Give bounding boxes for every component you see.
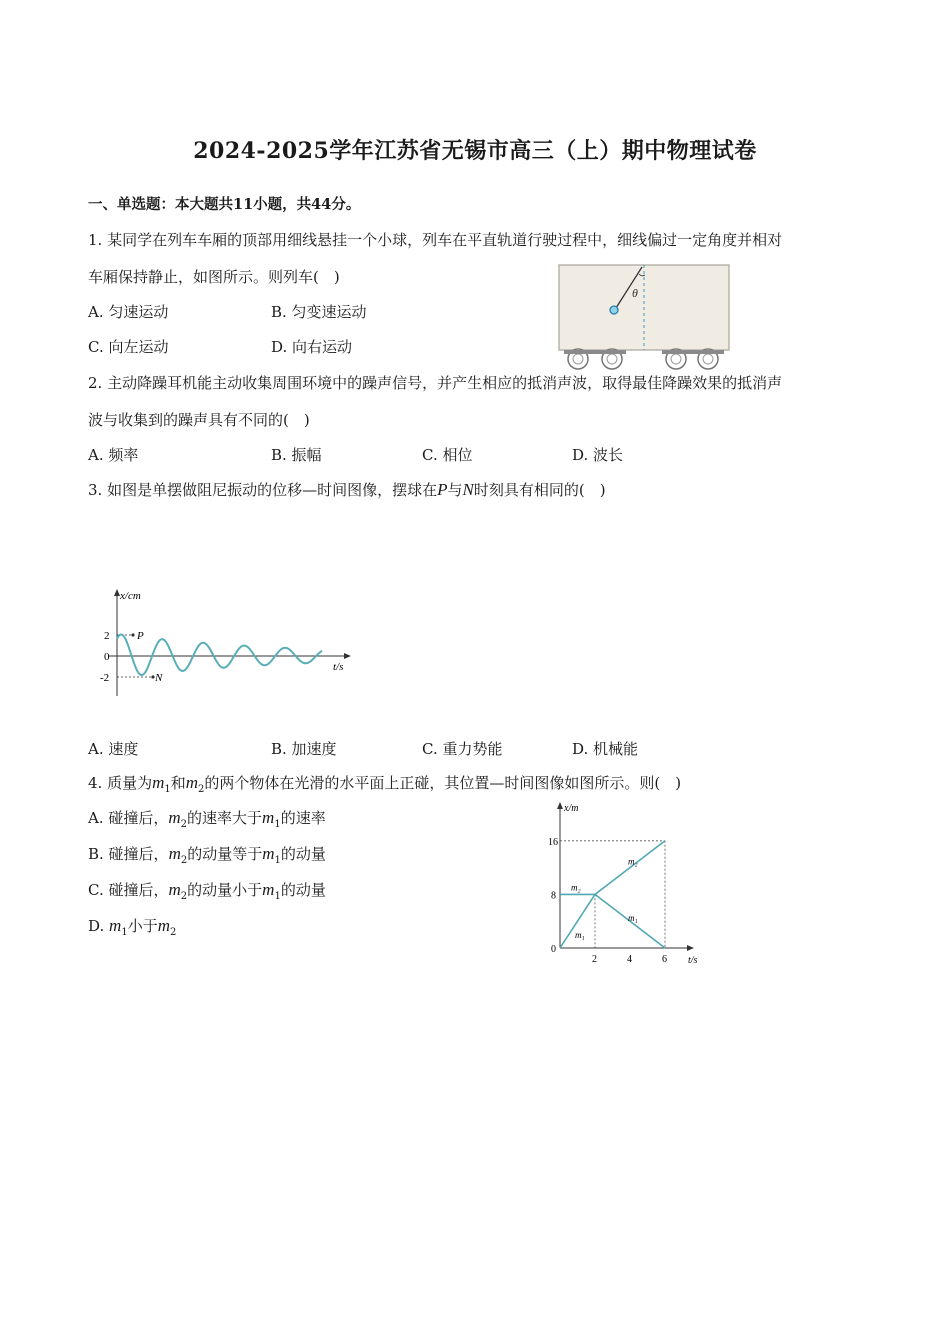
label-m1-before: m₁ xyxy=(575,929,585,940)
x-axis-label: t/s xyxy=(333,661,344,673)
q4-option-d[interactable] xyxy=(88,915,176,938)
q1-option-b[interactable]: B. 匀变速运动 xyxy=(271,303,367,321)
q2-option-d[interactable]: D. 波长 xyxy=(572,446,624,464)
q4d-var1: m xyxy=(109,916,122,935)
front-bogie xyxy=(564,350,626,354)
x-tick-2: 2 xyxy=(592,954,597,964)
y-tick-8: 8 xyxy=(551,890,556,902)
x-tick-6: 6 xyxy=(662,954,667,964)
q4a-var2: m xyxy=(262,808,275,827)
series-m1-line xyxy=(560,894,665,948)
q4c-var2: m xyxy=(262,880,275,899)
q4-option-c[interactable] xyxy=(88,879,326,902)
pendulum-ball xyxy=(610,306,618,314)
q4d-var2: m xyxy=(157,916,170,935)
q2-option-c[interactable]: C. 相位 xyxy=(422,446,473,464)
q4a-post: 的速率 xyxy=(280,809,326,827)
q1-option-a[interactable]: A. 匀速运动 xyxy=(88,303,169,321)
q4b-var1: m xyxy=(168,844,181,863)
q3-stem-suffix: 时刻具有相同的( ) xyxy=(473,481,606,499)
q4-stem xyxy=(88,772,681,795)
q4a-sub1: 2 xyxy=(180,819,188,830)
y-tick-16: 16 xyxy=(548,836,558,848)
q1-option-c[interactable]: C. 向左运动 xyxy=(88,338,169,356)
point-p xyxy=(131,633,134,636)
page-title: 2024-2025学年江苏省无锡市高三（上）期中物理试卷 xyxy=(193,138,757,164)
q2-stem-line1: 2. 主动降躁耳机能主动收集周围环境中的躁声信号，并产生相应的抵消声波，取得最佳降躁效果的抵消声 xyxy=(88,374,783,392)
label-p: P xyxy=(137,630,144,642)
q3-stem xyxy=(88,479,606,500)
q1-stem-line1: 1. 某同学在列车车厢的顶部用细线悬挂一个小球，列车在平直轨道行驶过程中，细线偏过一定角度并相对 xyxy=(88,231,783,249)
x-axis-arrow xyxy=(344,653,351,659)
x-axis-label: t/s xyxy=(688,955,698,964)
q1-stem-line2: 车厢保持静止，如图所示。则列车( ) xyxy=(88,268,340,286)
q4c-pre: C. 碰撞后， xyxy=(88,881,169,899)
q4c-mid: 的动量小于 xyxy=(187,881,263,899)
q3-stem-prefix: 3. 如图是单摆做阻尼振动的位移—时间图像，摆球在 xyxy=(88,481,438,499)
damped-wave-curve xyxy=(117,635,322,676)
q2-option-b[interactable]: B. 振幅 xyxy=(271,446,322,464)
q4-m1: m xyxy=(152,773,165,792)
y-tick-0: 0 xyxy=(104,651,110,663)
q4-m2: m xyxy=(185,773,199,792)
q4a-var1: m xyxy=(168,808,181,827)
y-tick-neg2: -2 xyxy=(100,672,110,684)
q1-train-figure xyxy=(556,262,734,374)
x-axis-arrow xyxy=(687,945,694,951)
q3-option-d[interactable]: D. 机械能 xyxy=(572,740,639,758)
q3-stem-mid: 与 xyxy=(447,481,463,499)
y-tick-2: 2 xyxy=(104,630,110,642)
q4d-sub2: 2 xyxy=(169,927,177,938)
y-axis-arrow xyxy=(557,802,563,809)
q4c-var1: m xyxy=(168,880,181,899)
q4-m1-sub: 1 xyxy=(164,784,171,795)
q4-stem-prefix: 4. 质量为 xyxy=(88,774,153,792)
q4a-sub2: 1 xyxy=(274,819,281,830)
q4-option-a[interactable] xyxy=(88,807,326,830)
q4b-mid: 的动量等于 xyxy=(187,845,263,863)
q4a-mid: 的速率大于 xyxy=(187,809,263,827)
q4b-pre: B. 碰撞后， xyxy=(88,845,169,863)
q4a-pre: A. 碰撞后， xyxy=(88,809,169,827)
q4-position-time-chart xyxy=(538,800,714,964)
section-heading: 一、单选题：本大题共11小题，共44分。 xyxy=(88,196,361,213)
y-axis-label: x/m xyxy=(564,803,579,814)
q3-var-n: N xyxy=(462,480,474,499)
q4b-sub2: 1 xyxy=(274,855,281,866)
q2-stem-line2: 波与收集到的躁声具有不同的( ) xyxy=(88,411,310,429)
q4d-pre: D. xyxy=(88,917,110,935)
q4c-sub2: 1 xyxy=(274,891,281,902)
q3-option-a[interactable]: A. 速度 xyxy=(88,740,139,758)
q4-option-b[interactable] xyxy=(88,843,326,866)
q4-stem-mid: 和 xyxy=(170,774,186,792)
q4b-var2: m xyxy=(262,844,275,863)
q4c-sub1: 2 xyxy=(180,891,188,902)
q4d-sub1: 1 xyxy=(121,927,128,938)
theta-label: θ xyxy=(632,286,638,300)
q4b-sub1: 2 xyxy=(180,855,188,866)
q3-damped-oscillation-chart xyxy=(95,586,365,698)
q1-option-d[interactable]: D. 向右运动 xyxy=(271,338,353,356)
label-m2-after: m₂ xyxy=(628,856,638,867)
x-tick-4: 4 xyxy=(627,954,632,964)
q4b-post: 的动量 xyxy=(280,845,326,863)
q4d-mid: 小于 xyxy=(127,917,158,935)
label-m2-before: m₂ xyxy=(571,882,581,893)
label-m1-after: m₁ xyxy=(628,913,638,924)
y-axis-label: x/cm xyxy=(120,590,141,602)
q4-m2-sub: 2 xyxy=(198,784,205,795)
q4c-post: 的动量 xyxy=(280,881,326,899)
x-tick-0: 0 xyxy=(551,944,556,955)
label-n: N xyxy=(155,672,163,684)
q3-option-c[interactable]: C. 重力势能 xyxy=(422,740,503,758)
q4-stem-suffix: 的两个物体在光滑的水平面上正碰，其位置—时间图像如图所示。则( ) xyxy=(204,774,682,792)
rear-bogie xyxy=(662,350,724,354)
q3-option-b[interactable]: B. 加速度 xyxy=(271,740,337,758)
q3-var-p: P xyxy=(437,480,448,499)
q2-option-a[interactable]: A. 频率 xyxy=(88,446,139,464)
